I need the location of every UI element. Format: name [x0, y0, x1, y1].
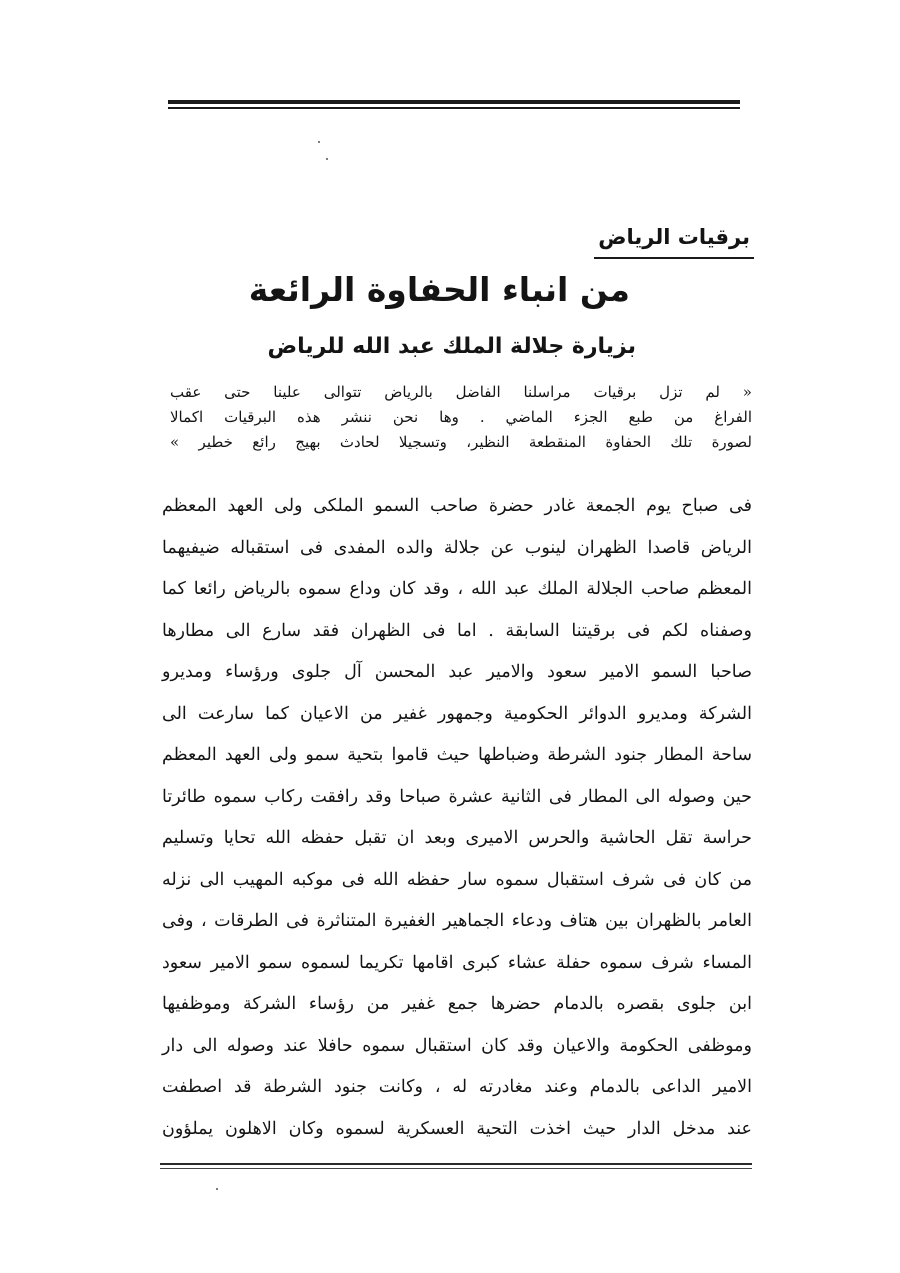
body-line: الامير الداعى بالدمام وعند مغادرته له ، وكانت جنود الشرطة قد اصطفت — [162, 1077, 752, 1097]
body-line: ساحة المطار جنود الشرطة وضباطها حيث قاموا بتحية سمو ولى العهد المعظم — [162, 745, 752, 765]
body-line: فى صباح يوم الجمعة غادر حضرة صاحب السمو الملكى ولى العهد المعظم — [162, 496, 752, 516]
top-double-rule — [168, 100, 740, 111]
article-body — [162, 486, 752, 1150]
article-subtitle: بزيارة جلالة الملك عبد الله للرياض — [267, 334, 636, 359]
body-line: ابن جلوى بقصره بالدمام حضرها جمع غفير من رؤساء الشركة وموظفيها — [162, 994, 752, 1014]
bottom-rule-upper — [160, 1163, 752, 1165]
intro-line: الفراغ من طبع الجزء الماضي . وها نحن ننشر هذه البرقيات اكمالا — [170, 408, 752, 426]
body-line: المساء شرف سموه حفلة عشاء كبرى اقامها تكريما لسموه سمو الامير سعود — [162, 952, 752, 973]
section-label: برقيات الرياض — [598, 225, 750, 249]
body-line: عند مدخل الدار حيث اخذت التحية العسكرية لسموه وكان الاهلون يملؤون — [162, 1118, 752, 1139]
article-title: من انباء الحفاوة الرائعة — [248, 270, 630, 309]
scan-speck — [326, 158, 328, 160]
body-line: صاحبا السمو الامير سعود والامير عبد المحسن آل جلوى ورؤساء ومديرو — [162, 662, 752, 682]
top-rule-thin — [168, 107, 740, 109]
bottom-double-rule — [160, 1163, 752, 1171]
editor-intro — [170, 380, 752, 455]
top-rule-thick — [168, 100, 740, 104]
body-line: الرياض قاصدا الظهران لينوب عن جلالة والده المفدى فى استقباله ضيفيهما — [162, 537, 752, 558]
body-line: من كان فى شرف استقبال سموه سار حفظه الله فى موكبه المهيب الى نزله — [162, 869, 752, 890]
scan-speck — [216, 1188, 218, 1190]
body-line: العامر بالظهران بين هتاف ودعاء الجماهير الغفيرة المتناثرة فى الطرقات ، وفى — [162, 911, 752, 931]
bottom-rule-lower — [160, 1168, 752, 1169]
body-line: وصفناه لكم فى برقيتنا السابقة . اما فى الظهران فقد سارع الى مطارها — [162, 620, 752, 641]
body-line: وموظفى الحكومة والاعيان وقد كان استقبال سموه حافلا عند وصوله الى دار — [162, 1035, 752, 1056]
scan-speck — [318, 141, 320, 143]
body-line: حين وصوله الى المطار فى الثانية عشرة صباحا وقد رافقت ركاب سموه طائرتا — [162, 786, 752, 807]
body-line: حراسة تقل الحاشية والحرس الاميرى وبعد ان تقبل حفظه الله تحايا وتسليم — [162, 828, 752, 848]
body-line: الشركة ومديرو الدوائر الحكومية وجمهور غفير من الاعيان كما سارعت الى — [162, 703, 752, 724]
body-line: المعظم صاحب الجلالة الملك عبد الله ، وقد كان وداع سموه بالرياض رائعا كما — [162, 579, 752, 599]
section-label-underline — [594, 257, 754, 259]
intro-line: لصورة تلك الحفاوة المنقطعة النظير، وتسجيلا لحادث بهيج رائع خطير » — [170, 433, 752, 451]
intro-line: « لم تزل برقيات مراسلنا الفاضل بالرياض تتوالى علينا حتى عقب — [170, 383, 752, 401]
